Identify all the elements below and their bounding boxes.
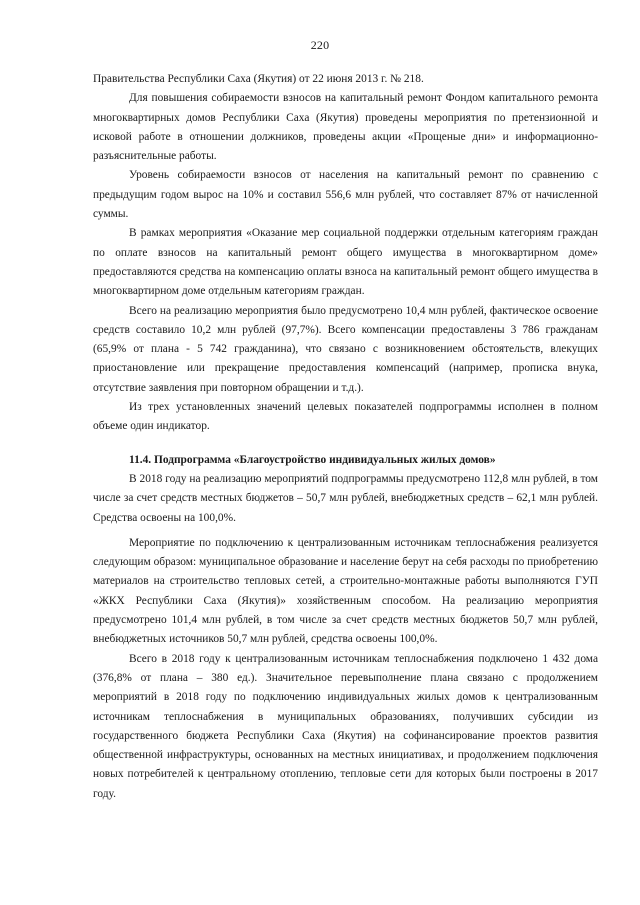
document-body	[93, 70, 598, 804]
paragraph: В рамках мероприятия «Оказание мер социальной поддержки отдельным категориям граждан по оплате взносов на капитальный ремонт общего имущества в многоквартирном доме» предоставляются средства на компенсацию оплаты взноса на капитальный ремонт общего имущества в многоквартирном доме отдельным категориям граждан.	[93, 227, 598, 298]
paragraph: Всего на реализацию мероприятия было предусмотрено 10,4 млн рублей, фактическое освоение средств составило 10,2 млн рублей (97,7%). Всего компенсации предоставлены 3 786 гражданам (65,9% от плана - 5 742 гражданина), что связано с возникновением обстоятельств, влекущих приостановление или прекращение предоставления компенсаций (например, прописка внука, отсутствие заявления при повторном обращении и т.д.).	[93, 304, 598, 394]
paragraph: Мероприятие по подключению к централизованным источникам теплоснабжения реализуется следующим образом: муниципальное образование и население берут на себя расходы по приобретению материалов на строительство тепловых сетей, а строительно-монтажные работы выполняются ГУП «ЖКХ Республики Саха (Якутия)» хозяйственным способом. На реализацию мероприятия предусмотрено 101,4 млн рублей, в том числе за счет средств местных бюджетов 50,7 млн рублей, внебюджетных источников 50,7 млн рублей, средства освоены 100,0%.	[93, 536, 598, 646]
paragraph: В 2018 году на реализацию мероприятий подпрограммы предусмотрено 112,8 млн рублей, в том числе за счет средств местных бюджетов – 50,7 млн рублей, внебюджетных средств – 62,1 млн рублей. Средства освоены на 100,0%.	[93, 472, 598, 524]
paragraph: Правительства Республики Саха (Якутия) от 22 июня 2013 г. № 218.	[93, 73, 424, 85]
paragraph: Всего в 2018 году к централизованным источникам теплоснабжения подключено 1 432 дома (376,8% от плана – 380 ед.). Значительное перевыполнение плана связано с продолжением мероприятий в 2018 году по подключению индивидуальных жилых домов к централизованным источникам теплоснабжения в муниципальных образованиях, получивших субсидии из государственного бюджета Республики Саха (Якутия) на софинансирование проектов развития общественной инфраструктуры, основанных на местных инициативах, и продолжением подключения новых потребителей к центральному отоплению, тепловые сети для которых были построены в 2017 году.	[93, 652, 598, 800]
paragraph: Уровень собираемости взносов от населения на капитальный ремонт по сравнению с предыдущим годом вырос на 10% и составил 556,6 млн рублей, что составляет 87% от начисленной суммы.	[93, 169, 598, 221]
paragraph: Из трех установленных значений целевых показателей подпрограммы исполнен в полном объеме один индикатор.	[93, 401, 598, 433]
section-heading: 11.4. Подпрограмма «Благоустройство индивидуальных жилых домов»	[129, 453, 496, 466]
paragraph: Для повышения собираемости взносов на капитальный ремонт Фондом капитального ремонта многоквартирных домов Республики Саха (Якутия) проведены мероприятия по претензионной и исковой работе в отношении должников, проведены акции «Прощеные дни» и информационно-разъяснительные работы.	[93, 92, 598, 163]
page-number: 220	[310, 38, 330, 52]
